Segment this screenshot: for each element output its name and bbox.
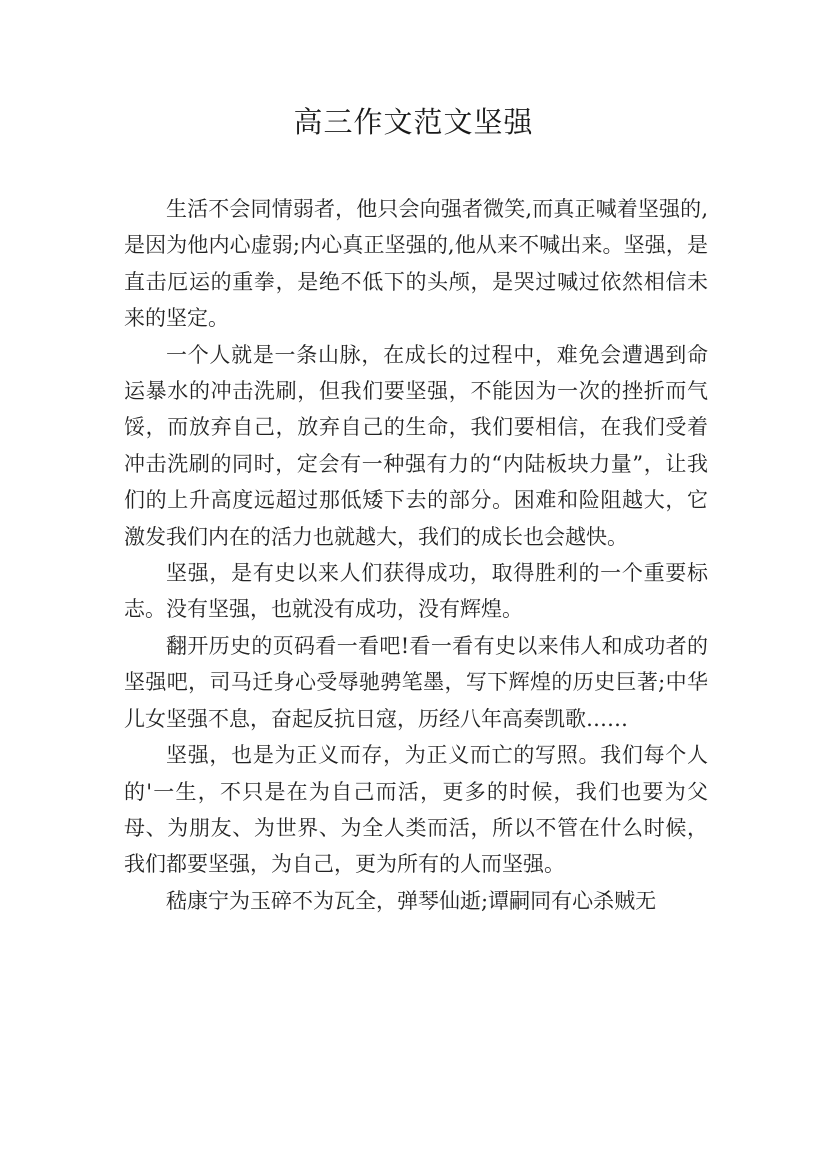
paragraph: 坚强，也是为正义而存，为正义而亡的写照。我们每个人的'一生，不只是在为自己而活，更多的时候，我们也要为父母、为朋友、为世界、为全人类而活，所以不管在什么时候，我们都要坚强，为自己，更为所有的人而坚强。 <box>124 743 708 877</box>
paragraph: 生活不会同情弱者，他只会向强者微笑,而真正喊着坚强的,是因为他内心虚弱;内心真正坚强的,他从来不喊出来。坚强，是直击厄运的重拳，是绝不低下的头颅，是哭过喊过依然相信未来的坚定。 <box>124 197 708 331</box>
document-title: 高三作文范文坚强 <box>293 105 534 139</box>
paragraph: 翻开历史的页码看一看吧!看一看有史以来伟人和成功者的坚强吧，司马迁身心受辱驰骋笔墨，写下辉煌的历史巨著;中华儿女坚强不息，奋起反抗日寇，历经八年高奏凯歌…… <box>124 633 708 731</box>
paragraph: 坚强，是有史以来人们获得成功，取得胜利的一个重要标志。没有坚强，也就没有成功，没有辉煌。 <box>124 561 708 622</box>
paragraph: 一个人就是一条山脉，在成长的过程中，难免会遭遇到命运暴水的冲击洗刷，但我们要坚强，不能因为一次的挫折而气馁，而放弃自己，放弃自己的生命，我们要相信，在我们受着冲击洗刷的同时，定会有一种强有力的“内陆板块力量”，让我们的上升高度远超过那低矮下去的部分。困难和险阻越大，它激发我们内在的活力也就越大，我们的成长也会越快。 <box>124 342 708 549</box>
document-body <box>124 191 708 919</box>
paragraph: 嵇康宁为玉碎不为瓦全，弹琴仙逝;谭嗣同有心杀贼无 <box>166 888 657 913</box>
